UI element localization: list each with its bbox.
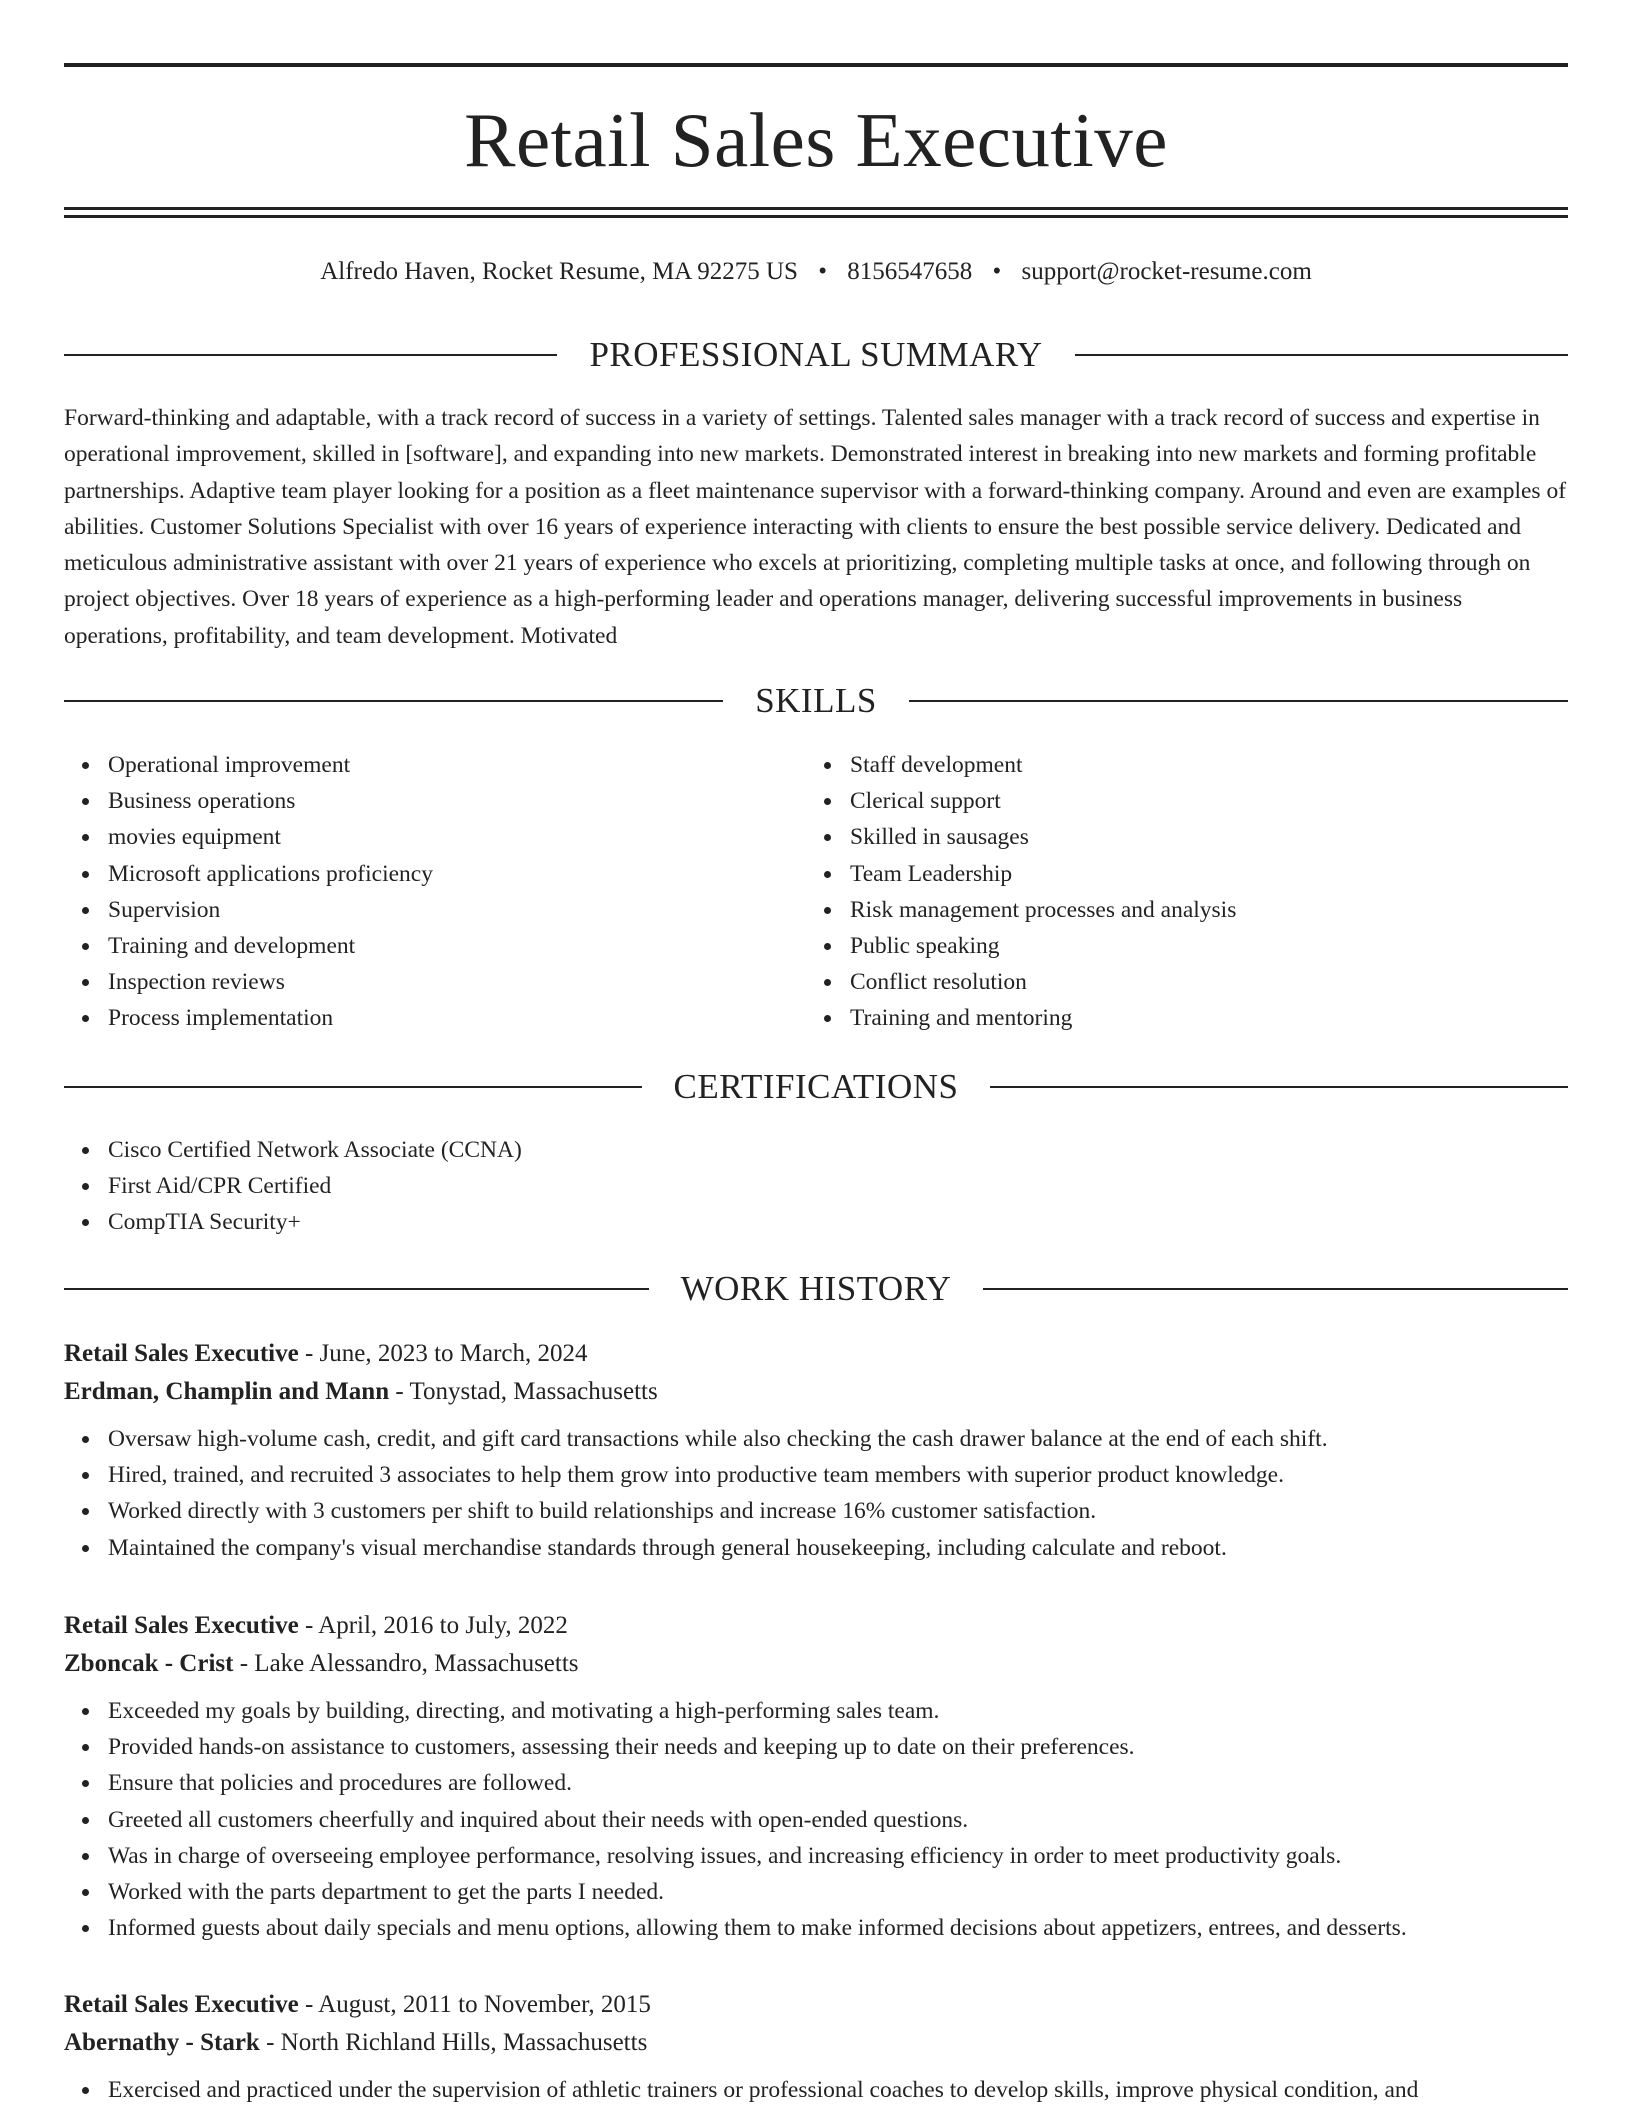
skill-item: Microsoft applications proficiency: [108, 856, 848, 892]
work-entry: [64, 1335, 1568, 1566]
certification-item: First Aid/CPR Certified: [108, 1168, 1612, 1204]
skill-item: Supervision: [108, 892, 848, 928]
skill-item: Training and development: [108, 928, 848, 964]
section-heading-certifications: [64, 1065, 1568, 1109]
job-bullet-list: [64, 2072, 1568, 2108]
job-title: Retail Sales Executive: [64, 1340, 299, 1367]
section-heading-label: SKILLS: [755, 681, 877, 720]
skill-item: Team Leadership: [850, 856, 1590, 892]
job-bullet: Exceeded my goals by building, directing, and motivating a high-performing sales team.: [108, 1693, 1568, 1729]
job-bullet-list: [64, 1421, 1568, 1566]
heading-rule-right: [983, 1288, 1568, 1290]
skill-item: Risk management processes and analysis: [850, 892, 1590, 928]
job-company-line: [64, 1645, 1568, 1683]
heading-rule-right: [990, 1086, 1568, 1088]
job-dates: - June, 2023 to March, 2024: [298, 1340, 588, 1367]
contact-address: Alfredo Haven, Rocket Resume, MA 92275 US: [320, 258, 798, 285]
skill-item: Training and mentoring: [850, 1000, 1590, 1036]
job-role-line: [64, 1607, 1568, 1645]
heading-rule-left: [64, 1086, 642, 1088]
skill-item: Public speaking: [850, 928, 1590, 964]
section-heading-summary: [64, 333, 1568, 377]
job-title: Retail Sales Executive: [64, 1612, 299, 1639]
section-heading-work-history: [64, 1267, 1568, 1311]
contact-separator: •: [992, 258, 1002, 285]
header-double-rule-upper: [64, 207, 1568, 210]
skills-list-right: [806, 747, 1590, 1037]
job-bullet: Was in charge of overseeing employee performance, resolving issues, and increasing efficiency in order to meet productivity goals.: [108, 1838, 1568, 1874]
job-location: - Tonystad, Massachusetts: [389, 1378, 658, 1405]
job-company-line: [64, 2024, 1568, 2062]
contact-separator: •: [818, 258, 827, 285]
job-bullet: Worked with the parts department to get the parts I needed.: [108, 1874, 1568, 1910]
certification-item: Cisco Certified Network Associate (CCNA): [108, 1132, 1612, 1168]
job-bullet: Worked directly with 3 customers per shift to build relationships and increase 16% customer satisfaction.: [108, 1493, 1568, 1529]
work-entry: [64, 1986, 1568, 2108]
header-top-rule: [64, 63, 1568, 67]
heading-rule-right: [1075, 354, 1568, 356]
job-role-line: [64, 1335, 1568, 1373]
skill-item: Conflict resolution: [850, 964, 1590, 1000]
job-company: Abernathy - Stark: [64, 2029, 260, 2056]
heading-rule-left: [64, 700, 723, 702]
job-title: Retail Sales Executive: [64, 1991, 299, 2018]
section-heading-label: WORK HISTORY: [680, 1269, 952, 1308]
skill-item: Operational improvement: [108, 747, 848, 783]
job-dates: - August, 2011 to November, 2015: [298, 1991, 651, 2018]
job-role-line: [64, 1986, 1568, 2024]
skill-item: movies equipment: [108, 819, 848, 855]
job-bullet: Maintained the company's visual merchandise standards through general housekeeping, including calculate and reboot.: [108, 1530, 1568, 1566]
contact-line: [64, 254, 1568, 290]
job-bullet: Informed guests about daily specials and menu options, allowing them to make informed decisions about appetizers, entrees, and desserts.: [108, 1910, 1568, 1946]
job-company-line: [64, 1373, 1568, 1411]
job-bullet: Exercised and practiced under the supervision of athletic trainers or professional coaches to develop skills, improve physical condition, and: [108, 2072, 1568, 2108]
job-location: - North Richland Hills, Massachusetts: [259, 2029, 648, 2056]
job-bullet: Ensure that policies and procedures are followed.: [108, 1765, 1568, 1801]
job-bullet: Hired, trained, and recruited 3 associates to help them grow into productive team members with superior product knowledge.: [108, 1457, 1568, 1493]
job-dates: - April, 2016 to July, 2022: [298, 1612, 568, 1639]
work-entry: [64, 1607, 1568, 1946]
certifications-list: [64, 1132, 1612, 1241]
skill-item: Process implementation: [108, 1000, 848, 1036]
skill-item: Skilled in sausages: [850, 819, 1590, 855]
resume-title: Retail Sales Executive: [464, 97, 1168, 183]
contact-phone: 8156547658: [847, 258, 973, 285]
job-company: Erdman, Champlin and Mann: [64, 1378, 390, 1405]
summary-paragraph: Forward-thinking and adaptable, with a track record of success in a variety of settings. Talented sales manager with a track record of success and expertise in operational improvement, skilled in [software], and expanding into new markets. Demonstrated interest in breaking into new markets and forming profitable partnerships. Adaptive team player looking for a position as a fleet maintenance supervisor with a forward-thinking company. Around and even are examples of abilities. Customer Solutions Specialist with over 16 years of experience interacting with clients to ensure the best possible service delivery. Dedicated and meticulous administrative assistant with over 21 years of experience who excels at prioritizing, completing multiple tasks at once, and following through on project objectives. Over 18 years of experience as a high-performing leader and operations manager, delivering successful improvements in business operations, profitability, and team development. Motivated: [64, 405, 1567, 649]
job-bullet-list: [64, 1693, 1568, 1946]
header-double-rule-lower: [64, 215, 1568, 218]
skills-list-left: [64, 747, 848, 1037]
heading-rule-right: [909, 700, 1568, 702]
job-location: - Lake Alessandro, Massachusetts: [233, 1650, 579, 1677]
heading-rule-left: [64, 354, 557, 356]
skill-item: Staff development: [850, 747, 1590, 783]
contact-email: support@rocket-resume.com: [1021, 258, 1312, 285]
job-bullet: Provided hands-on assistance to customers, assessing their needs and keeping up to date on their preferences.: [108, 1729, 1568, 1765]
section-heading-label: CERTIFICATIONS: [673, 1067, 959, 1106]
job-company: Zboncak - Crist: [64, 1650, 234, 1677]
heading-rule-left: [64, 1288, 649, 1290]
certification-item: CompTIA Security+: [108, 1204, 1612, 1240]
skill-item: Clerical support: [850, 783, 1590, 819]
skill-item: Business operations: [108, 783, 848, 819]
section-heading-label: PROFESSIONAL SUMMARY: [589, 335, 1043, 374]
skill-item: Inspection reviews: [108, 964, 848, 1000]
job-bullet: Greeted all customers cheerfully and inquired about their needs with open-ended questions.: [108, 1802, 1568, 1838]
section-heading-skills: [64, 679, 1568, 723]
job-bullet: Oversaw high-volume cash, credit, and gift card transactions while also checking the cash drawer balance at the end of each shift.: [108, 1421, 1568, 1457]
